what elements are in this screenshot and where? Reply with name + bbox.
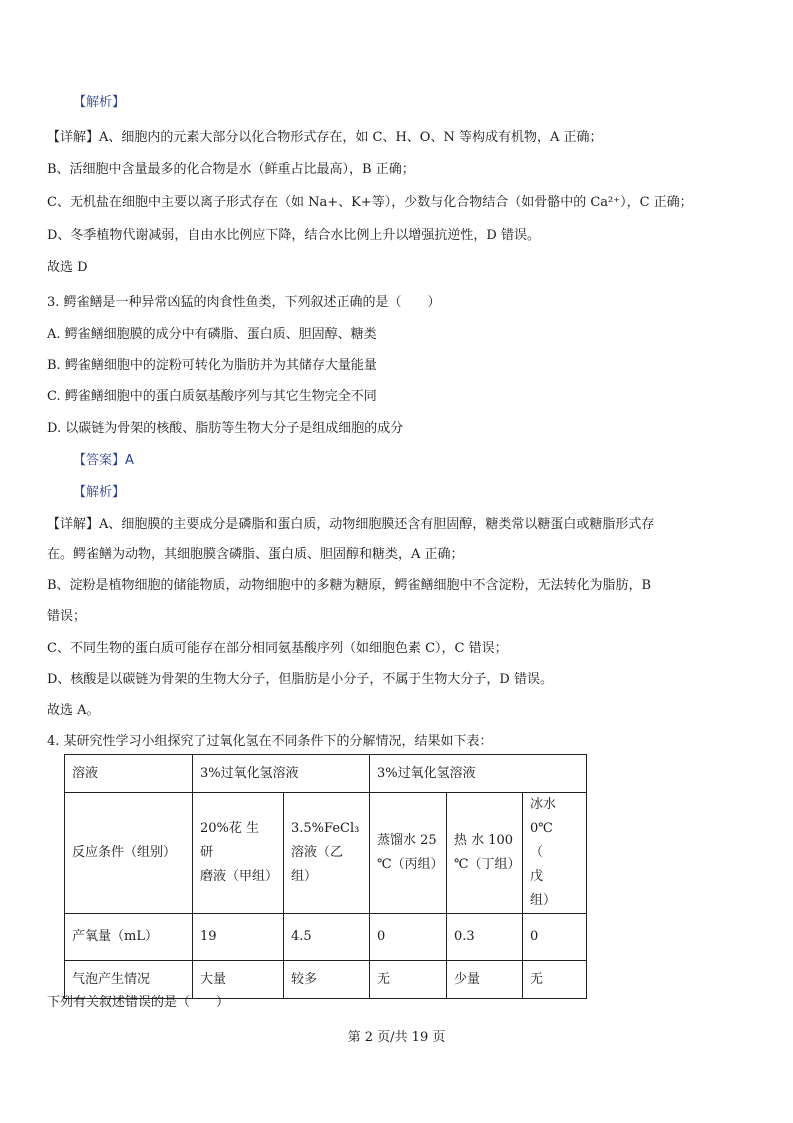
table-row [65,914,587,961]
question-3-stem: 3. 鳄雀鳝是一种异常凶猛的肉食性鱼类，下列叙述正确的是（ ） [47,295,441,310]
detail-a-text-line-1: 【详解】A、细胞膜的主要成分是磷脂和蛋白质，动物细胞膜还含有胆固醇，糖类常以糖蛋白或糖脂形式存 [47,517,655,532]
condition-text: 3.5%FeCl₃ [291,821,360,836]
analysis-d-text: D、冬季植物代谢减弱，自由水比例应下降，结合水比例上升以增强抗逆性，D 错误。 [47,228,540,243]
bubble-value-cell: 无 [523,961,587,999]
analysis-b-text: B、活细胞中含量最多的化合物是水（鲜重占比最高），B 正确； [47,162,415,177]
oxygen-value-cell: 0.3 [447,914,523,961]
table-row [65,793,587,914]
analysis-label: 【解析】 [73,485,126,500]
condition-cell-yi [284,793,370,914]
solution-group-1-cell: 3%过氧化氢溶液 [193,755,370,793]
condition-text: ℃（丙组） [377,857,444,872]
condition-text: 热 水 100 [454,833,514,848]
condition-text: 20%花 生 研 [200,821,260,860]
oxygen-value-cell: 0 [370,914,447,961]
condition-cell-wu [523,793,587,914]
analysis-d-text: D、核酸是以碳链为骨架的生物大分子，但脂肪是小分子，不属于生物大分子，D 错误。 [47,672,553,687]
detail-a-text: 【详解】A、细胞内的元素大部分以化合物形式存在，如 C、H、O、N 等构成有机物，A 正确； [47,130,603,145]
analysis-c-text: C、无机盐在细胞中主要以离子形式存在（如 Na+、K+等），少数与化合物结合（如骨骼中的 Ca²⁺），C 正确； [47,195,693,210]
option-c: C. 鳄雀鳝细胞中的蛋白质氨基酸序列与其它生物完全不同 [47,389,377,404]
condition-text: （ 戊 [530,845,570,884]
condition-text: ℃（丁组） [454,857,521,872]
analysis-label: 【解析】 [73,95,126,110]
table-row [65,961,587,999]
analysis-c-text: C、不同生物的蛋白质可能存在部分相同氨基酸序列（如细胞色素 C），C 错误； [47,641,508,656]
option-a: A. 鳄雀鳝细胞膜的成分中有磷脂、蛋白质、胆固醇、糖类 [47,327,377,342]
condition-text: 冰水 0℃ [530,797,557,836]
condition-text: 磨液（甲组） [200,869,279,884]
option-d: D. 以碳链为骨架的核酸、脂肪等生物大分子是组成细胞的成分 [47,421,404,436]
condition-text: 溶液（乙组） [291,845,344,884]
condition-cell-ding [447,793,523,914]
bubble-value-cell: 少量 [447,961,523,999]
conclusion-text: 故选 D [47,260,88,275]
condition-cell-jia [193,793,284,914]
experiment-table [64,754,587,999]
oxygen-value-cell: 4.5 [284,914,370,961]
detail-a-text-line-2: 在。鳄雀鳝为动物，其细胞膜含磷脂、蛋白质、胆固醇和糖类，A 正确； [47,547,464,562]
bubble-header-cell: 气泡产生情况 [65,961,193,999]
oxygen-header-cell: 产氧量（mL） [65,914,193,961]
condition-cell-bing [370,793,447,914]
bubble-value-cell: 无 [370,961,447,999]
page-number: 第 2 页/共 19 页 [347,1030,446,1045]
condition-text: 组） [530,893,557,908]
oxygen-value-cell: 19 [193,914,284,961]
answer-label: 【答案】A [73,453,134,468]
question-4-prompt: 下列有关叙述错误的是（ ） [47,995,230,1010]
solution-group-2-cell: 3%过氧化氢溶液 [370,755,587,793]
question-4-stem: 4. 某研究性学习小组探究了过氧化氢在不同条件下的分解情况，结果如下表： [47,734,493,749]
option-b: B. 鳄雀鳝细胞中的淀粉可转化为脂肪并为其储存大量能量 [47,358,377,373]
table-row [65,755,587,793]
bubble-value-cell: 大量 [193,961,284,999]
conclusion-text: 故选 A。 [47,703,100,718]
condition-text: 蒸馏水 25 [377,833,437,848]
bubble-value-cell: 较多 [284,961,370,999]
oxygen-value-cell: 0 [523,914,587,961]
analysis-b-text-line-2: 错误； [47,609,87,624]
analysis-b-text-line-1: B、淀粉是植物细胞的储能物质，动物细胞中的多糖为糖原，鳄雀鳝细胞中不含淀粉，无法转化为脂肪，B [47,578,652,593]
condition-header-cell: 反应条件（组别） [65,793,193,914]
solution-header-cell: 溶液 [65,755,193,793]
